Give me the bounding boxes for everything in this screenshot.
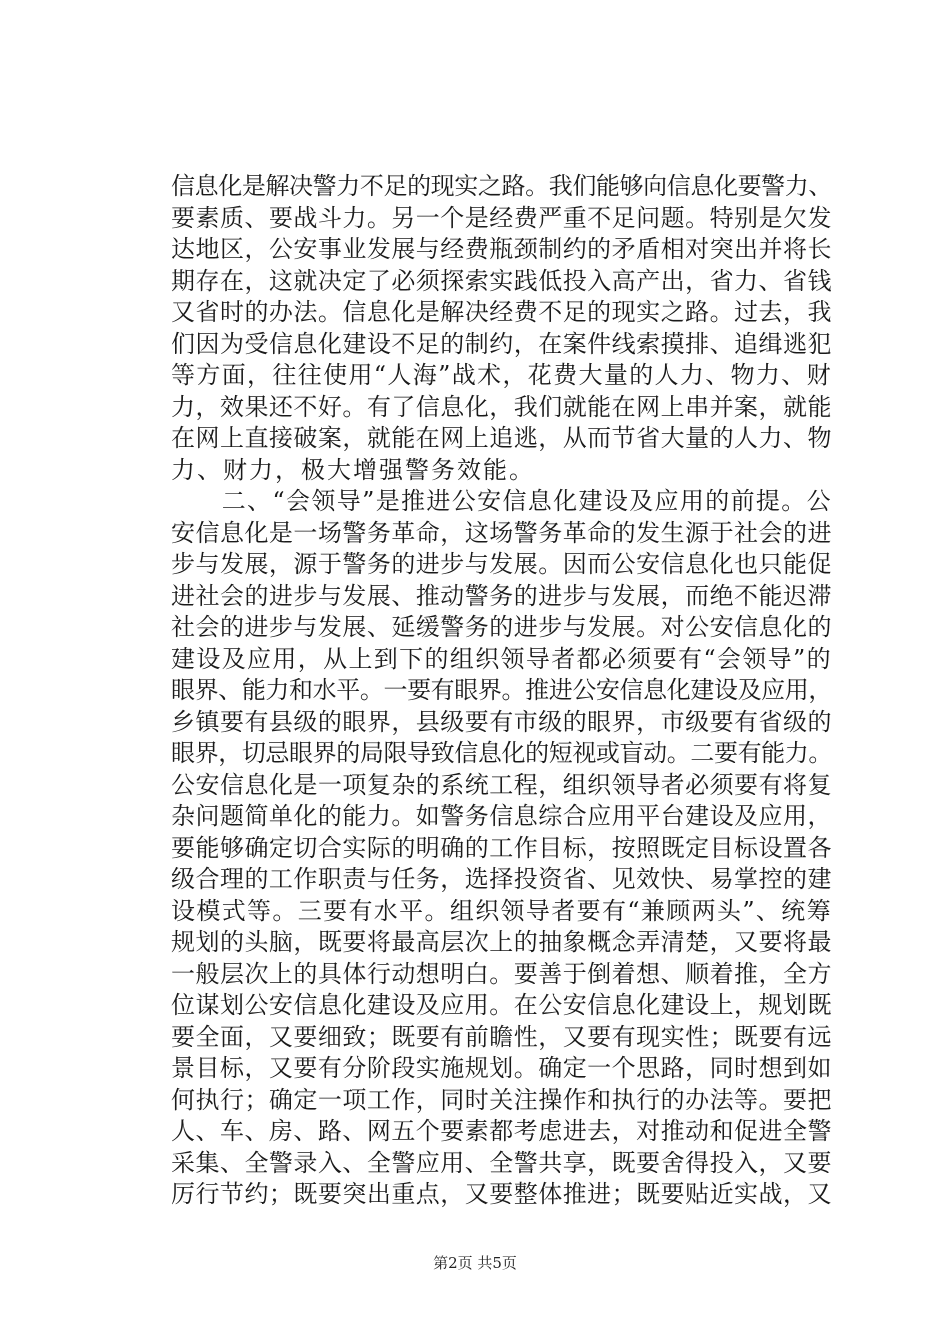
text-line: 要全面，又要细致；既要有前瞻性，又要有现实性；既要有远 bbox=[171, 1023, 832, 1051]
text-line: 位谋划公安信息化建设及应用。在公安信息化建设上，规划既 bbox=[171, 991, 832, 1019]
text-line: 信息化是解决警力不足的现实之路。我们能够向信息化要警力、 bbox=[171, 172, 832, 200]
text-line: 等方面，往往使用“人海”战术，花费大量的人力、物力、财 bbox=[171, 361, 832, 389]
text-line: 力，效果还不好。有了信息化，我们就能在网上串并案，就能 bbox=[171, 393, 832, 421]
text-line: 采集、全警录入、全警应用、全警共享，既要舍得投入，又要 bbox=[171, 1149, 832, 1177]
text-line: 要能够确定切合实际的明确的工作目标，按照既定目标设置各 bbox=[171, 834, 832, 862]
text-line: 力、财力，极大增强警务效能。 bbox=[171, 456, 535, 484]
text-line: 何执行；确定一项工作，同时关注操作和执行的办法等。要把 bbox=[171, 1086, 832, 1114]
text-line: 又省时的办法。信息化是解决经费不足的现实之路。过去，我 bbox=[171, 298, 832, 326]
text-line: 建设及应用，从上到下的组织领导者都必须要有“会领导”的 bbox=[171, 645, 832, 673]
text-line: 规划的头脑，既要将最高层次上的抽象概念弄清楚，又要将最 bbox=[171, 928, 832, 956]
text-line: 要素质、要战斗力。另一个是经费严重不足问题。特别是欠发 bbox=[171, 204, 832, 232]
text-line: 乡镇要有县级的眼界，县级要有市级的眼界，市级要有省级的 bbox=[171, 708, 832, 736]
text-line: 进社会的进步与发展、推动警务的进步与发展，而绝不能迟滞 bbox=[171, 582, 832, 610]
text-line: 眼界，切忌眼界的局限导致信息化的短视或盲动。二要有能力。 bbox=[171, 739, 832, 767]
text-line: 级合理的工作职责与任务，选择投资省、见效快、易掌控的建 bbox=[171, 865, 832, 893]
text-line: 期存在，这就决定了必须探索实践低投入高产出，省力、省钱 bbox=[171, 267, 832, 295]
text-line: 眼界、能力和水平。一要有眼界。推进公安信息化建设及应用， bbox=[171, 676, 832, 704]
text-line: 二、“会领导”是推进公安信息化建设及应用的前提。公 bbox=[171, 487, 832, 515]
text-line: 人、车、房、路、网五个要素都考虑进去，对推动和促进全警 bbox=[171, 1117, 832, 1145]
text-line: 一般层次上的具体行动想明白。要善于倒着想、顺着推，全方 bbox=[171, 960, 832, 988]
text-line: 在网上直接破案，就能在网上追逃，从而节省大量的人力、物 bbox=[171, 424, 832, 452]
text-line: 设模式等。三要有水平。组织领导者要有“兼顾两头”、统筹 bbox=[171, 897, 832, 925]
text-line: 厉行节约；既要突出重点，又要整体推进；既要贴近实战，又 bbox=[171, 1180, 832, 1208]
text-line: 景目标，又要有分阶段实施规划。确定一个思路，同时想到如 bbox=[171, 1054, 832, 1082]
text-line: 安信息化是一场警务革命，这场警务革命的发生源于社会的进 bbox=[171, 519, 832, 547]
page-number-footer: 第2页 共5页 bbox=[433, 1254, 517, 1272]
text-line: 步与发展，源于警务的进步与发展。因而公安信息化也只能促 bbox=[171, 550, 832, 578]
text-line: 们因为受信息化建设不足的制约，在案件线索摸排、追缉逃犯 bbox=[171, 330, 832, 358]
text-line: 公安信息化是一项复杂的系统工程，组织领导者必须要有将复 bbox=[171, 771, 832, 799]
text-line: 杂问题简单化的能力。如警务信息综合应用平台建设及应用， bbox=[171, 802, 832, 830]
text-line: 达地区，公安事业发展与经费瓶颈制约的矛盾相对突出并将长 bbox=[171, 235, 832, 263]
text-line: 社会的进步与发展、延缓警务的进步与发展。对公安信息化的 bbox=[171, 613, 832, 641]
